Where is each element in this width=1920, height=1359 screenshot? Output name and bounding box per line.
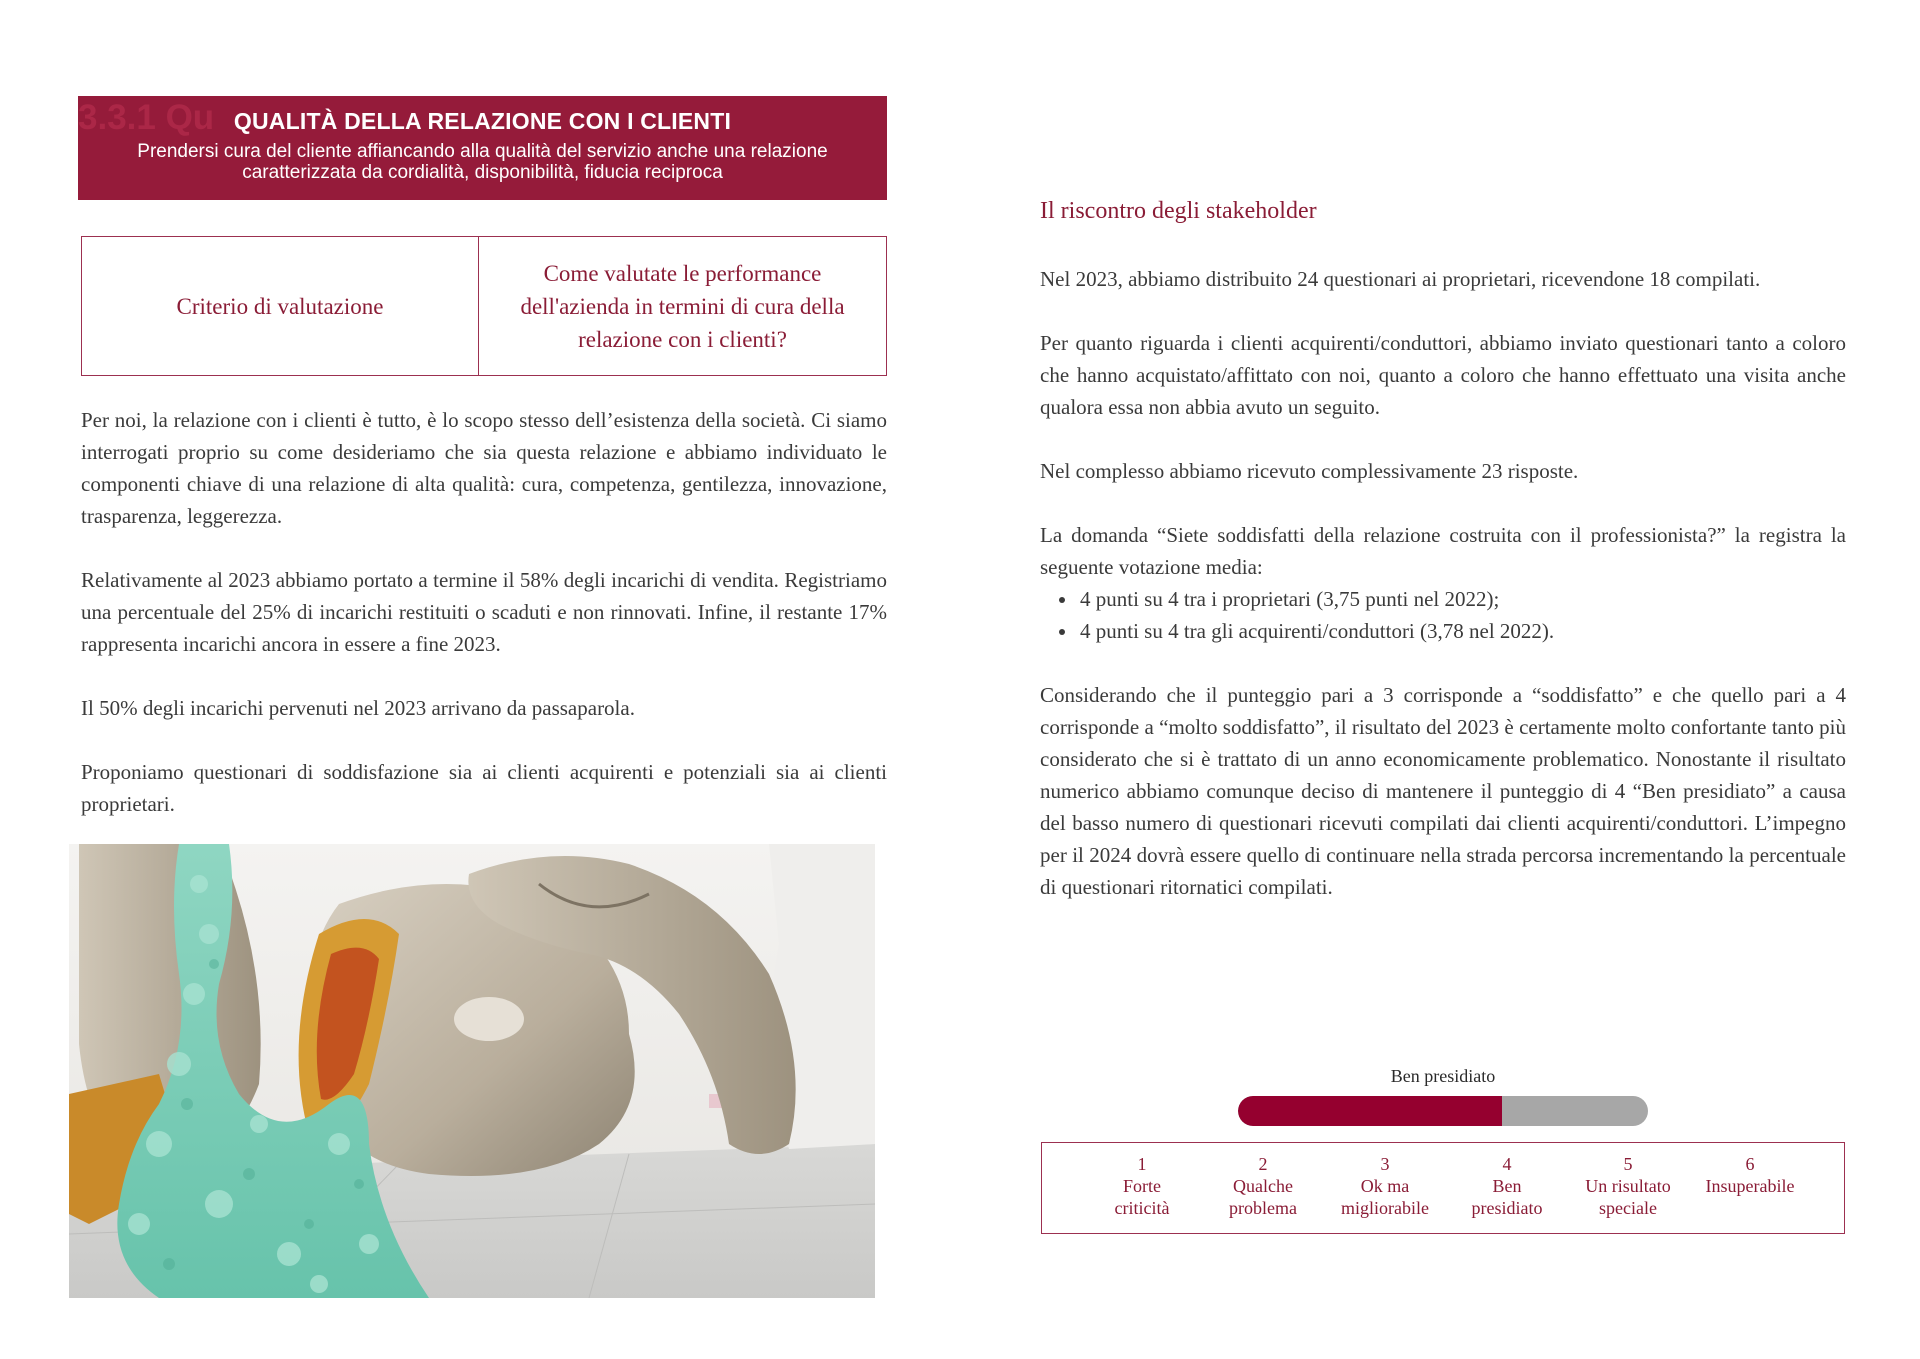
- stakeholder-title: Il riscontro degli stakeholder: [1040, 198, 1317, 224]
- section-number-ghost: 3.3.1 Qu: [78, 98, 215, 137]
- sculpture-photo: [69, 844, 875, 1298]
- scale-item-4: [1442, 1153, 1572, 1219]
- scale-text: speciale: [1599, 1198, 1657, 1218]
- list-item: • 4 punti su 4 tra i proprietari (3,75 punti nel 2022);: [1078, 583, 1846, 615]
- list-item: • 4 punti su 4 tra gli acquirenti/conduttori (3,78 nel 2022).: [1078, 615, 1846, 647]
- scale-number: 6: [1745, 1154, 1755, 1174]
- scale-item-3: [1320, 1153, 1450, 1219]
- paragraph-considerazioni: Considerando che il punteggio pari a 3 corrisponde a “soddisfatto” e che quello pari a 4 corrisponde a “molto soddisfatto”, il risultato del 2023 è certamente molto confortante tanto più considerato che si è trattato di un anno economicamente problematico. Nonostante il risultato numerico abbiamo comunque deciso di mantenere il punteggio di 4 “Ben presidiato” a causa del basso numero di questionari ricevuti compilati dai clienti acquirenti/conduttori. L’impegno per il 2024 dovrà essere quello di continuare nella strada percorsa incrementando la percentuale di questionari ritornatici compilati.: [1040, 683, 1846, 899]
- criteria-question: Come valutate le performance dell'azienda in termini di cura della relazione con i clienti?: [520, 260, 845, 352]
- paragraph-incarichi: Relativamente al 2023 abbiamo portato a termine il 58% degli incarichi di vendita. Registriamo una percentuale del 25% di incarichi restituiti o scaduti e non rinnovati. Infine, il restante 17% rappresenta incarichi ancora in essere a fine 2023.: [81, 568, 887, 656]
- rating-scale: [1041, 1142, 1845, 1234]
- criteria-label: Criterio di valutazione: [82, 237, 479, 375]
- scale-number: 4: [1502, 1154, 1512, 1174]
- paragraph-questionari: Proponiamo questionari di soddisfazione sia ai clienti acquirenti e potenziali sia ai clienti proprietari.: [81, 760, 887, 816]
- scale-number: 5: [1623, 1154, 1633, 1174]
- scale-item-6: [1685, 1153, 1815, 1197]
- paragraph-domanda: La domanda “Siete soddisfatti della relazione costruita con il professionista?” la registra la seguente votazione media:: [1040, 523, 1846, 579]
- rating-label: Ben presidiato: [1390, 1066, 1496, 1086]
- scale-item-5: [1563, 1153, 1693, 1219]
- scale-item-2: [1198, 1153, 1328, 1219]
- vote-list: [1040, 583, 1846, 647]
- section-title: QUALITÀ DELLA RELAZIONE CON I CLIENTI: [233, 108, 732, 134]
- paragraph-acquirenti: Per quanto riguarda i clienti acquirenti/conduttori, abbiamo inviato questionari tanto a coloro che hanno acquistato/affittato con noi, quanto a coloro che hanno effettuato una visita anche qualora essa non abbia avuto un seguito.: [1040, 331, 1846, 419]
- section-banner: [78, 96, 887, 200]
- scale-text: Ben: [1492, 1176, 1522, 1196]
- scale-text: Ok ma: [1360, 1176, 1410, 1196]
- paragraph-relationship: Per noi, la relazione con i clienti è tutto, è lo scopo stesso dell’esistenza della società. Ci siamo interrogati proprio su come desideriamo che sia questa relazione e abbiamo individuato le componenti chiave di una relazione di alta qualità: cura, competenza, gentilezza, innovazione, trasparenza, leggerezza.: [81, 408, 887, 528]
- scale-text: Qualche: [1233, 1176, 1293, 1196]
- right-text-column: [1040, 263, 1846, 935]
- scale-text: criticità: [1114, 1198, 1170, 1218]
- paragraph-proprietari: Nel 2023, abbiamo distribuito 24 questionari ai proprietari, ricevendone 18 compilati.: [1040, 267, 1761, 291]
- scale-text: Forte: [1123, 1176, 1161, 1196]
- scale-text: Un risultato: [1585, 1176, 1671, 1196]
- left-text-column: [81, 404, 887, 852]
- scale-item-1: [1077, 1153, 1207, 1219]
- scale-number: 3: [1380, 1154, 1390, 1174]
- scale-text: Insuperabile: [1705, 1176, 1795, 1196]
- rating-gauge: [1238, 1096, 1648, 1126]
- paragraph-risposte: Nel complesso abbiamo ricevuto complessivamente 23 risposte.: [1040, 459, 1579, 483]
- scale-number: 2: [1258, 1154, 1268, 1174]
- section-subtitle-line-2: caratterizzata da cordialità, disponibilità, fiducia reciproca: [242, 162, 723, 183]
- scale-number: 1: [1137, 1154, 1147, 1174]
- section-subtitle: [78, 141, 887, 183]
- criteria-table: [81, 236, 887, 376]
- paragraph-passaparola: Il 50% degli incarichi pervenuti nel 2023 arrivano da passaparola.: [81, 696, 635, 720]
- rating-gauge-fill: [1238, 1096, 1502, 1126]
- section-subtitle-line-1: Prendersi cura del cliente affiancando alla qualità del servizio anche una relazione: [137, 141, 828, 162]
- scale-text: problema: [1229, 1198, 1297, 1218]
- scale-text: presidiato: [1471, 1198, 1543, 1218]
- scale-text: migliorabile: [1341, 1198, 1429, 1218]
